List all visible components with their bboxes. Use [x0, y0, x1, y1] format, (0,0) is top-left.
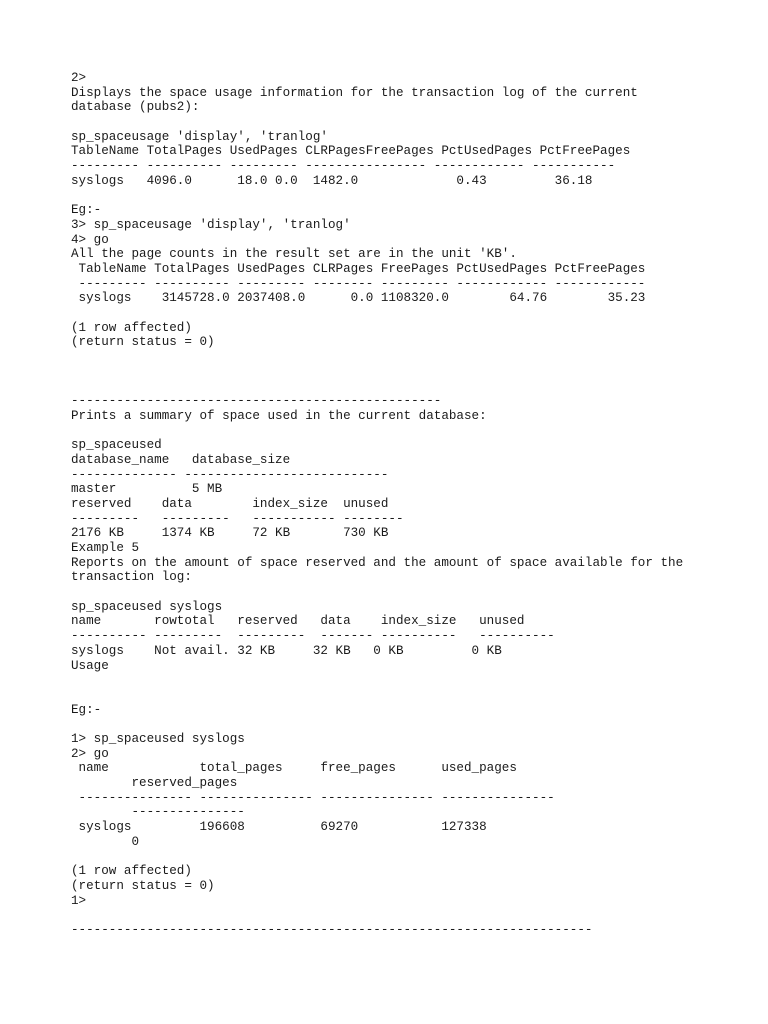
text-line: (return status = 0): [71, 335, 215, 350]
text-line: [71, 688, 751, 703]
text-line: [71, 424, 751, 439]
text-line: TableName TotalPages UsedPages CLRPages FreePages PctUsedPages PctFreePages: [71, 261, 646, 276]
text-line: name total_pages free_pages used_pages: [71, 761, 517, 776]
text-line: 1> sp_spaceused syslogs: [71, 731, 245, 746]
text-line: reserved_pages: [71, 776, 238, 790]
text-line: 2>: [71, 71, 87, 85]
text-line: [71, 189, 751, 204]
text-line: --------- ---------- --------- ---------------- ------------ -----------: [71, 159, 616, 174]
text-line: ---------------: [71, 805, 245, 820]
text-line: [71, 717, 751, 732]
text-line: TableName TotalPages UsedPages CLRPagesFreePages PctUsedPages PctFreePages: [71, 144, 631, 159]
text-line: Example 5: [71, 541, 140, 555]
text-line: transaction log:: [71, 570, 192, 585]
text-line: sp_spaceused: [71, 438, 162, 453]
text-line: --------- --------- ----------- --------: [71, 511, 404, 526]
text-line: ---------------------------------------------------------------------: [71, 922, 593, 937]
text-line: (return status = 0): [71, 878, 215, 893]
text-line: ---------- --------- --------- ------- ---------- ----------: [71, 629, 555, 644]
document-body: [71, 71, 751, 938]
text-line: reserved data index_size unused: [71, 496, 389, 511]
text-line: Usage: [71, 658, 109, 673]
text-line: sp_spaceused syslogs: [71, 599, 223, 614]
text-line: 2176 KB 1374 KB 72 KB 730 KB: [71, 526, 389, 541]
text-line: Prints a summary of space used in the current database:: [71, 408, 487, 423]
text-line: -------------- ---------------------------: [71, 467, 389, 482]
text-line: [71, 849, 751, 864]
text-line: master 5 MB: [71, 482, 223, 497]
text-line: --------- ---------- --------- -------- --------- ------------ ------------: [71, 276, 646, 291]
text-line: [71, 379, 751, 394]
text-line: Eg:-: [71, 203, 102, 218]
text-line: Reports on the amount of space reserved and the amount of space available for the: [71, 555, 684, 570]
text-line: [71, 908, 751, 923]
text-line: syslogs 4096.0 18.0 0.0 1482.0 0.43 36.18: [71, 173, 593, 188]
text-line: 1>: [71, 893, 87, 908]
text-line: [71, 365, 751, 380]
text-line: (1 row affected): [71, 864, 192, 879]
text-line: -------------------------------------------------: [71, 394, 442, 409]
text-line: 4> go: [71, 232, 109, 247]
text-line: Displays the space usage information for the transaction log of the current: [71, 85, 638, 100]
text-line: [71, 115, 751, 130]
text-line: All the page counts in the result set are in the unit 'KB'.: [71, 247, 517, 262]
text-line: (1 row affected): [71, 320, 192, 335]
text-line: sp_spaceusage 'display', 'tranlog': [71, 129, 328, 144]
text-line: [71, 585, 751, 600]
text-line: 0: [71, 834, 140, 849]
text-line: syslogs Not avail. 32 KB 32 KB 0 KB 0 KB: [71, 643, 502, 658]
text-line: database_name database_size: [71, 452, 291, 467]
text-line: syslogs 196608 69270 127338: [71, 820, 487, 835]
text-line: 2> go: [71, 746, 109, 761]
text-line: database (pubs2):: [71, 100, 200, 115]
text-line: syslogs 3145728.0 2037408.0 0.0 1108320.0 64.76 35.23: [71, 291, 646, 306]
text-line: --------------- --------------- --------------- ---------------: [71, 790, 555, 805]
text-line: 3> sp_spaceusage 'display', 'tranlog': [71, 217, 351, 232]
text-line: [71, 673, 751, 688]
text-line: [71, 350, 751, 365]
text-line: [71, 306, 751, 321]
text-line: Eg:-: [71, 702, 102, 717]
text-line: name rowtotal reserved data index_size unused: [71, 614, 525, 629]
